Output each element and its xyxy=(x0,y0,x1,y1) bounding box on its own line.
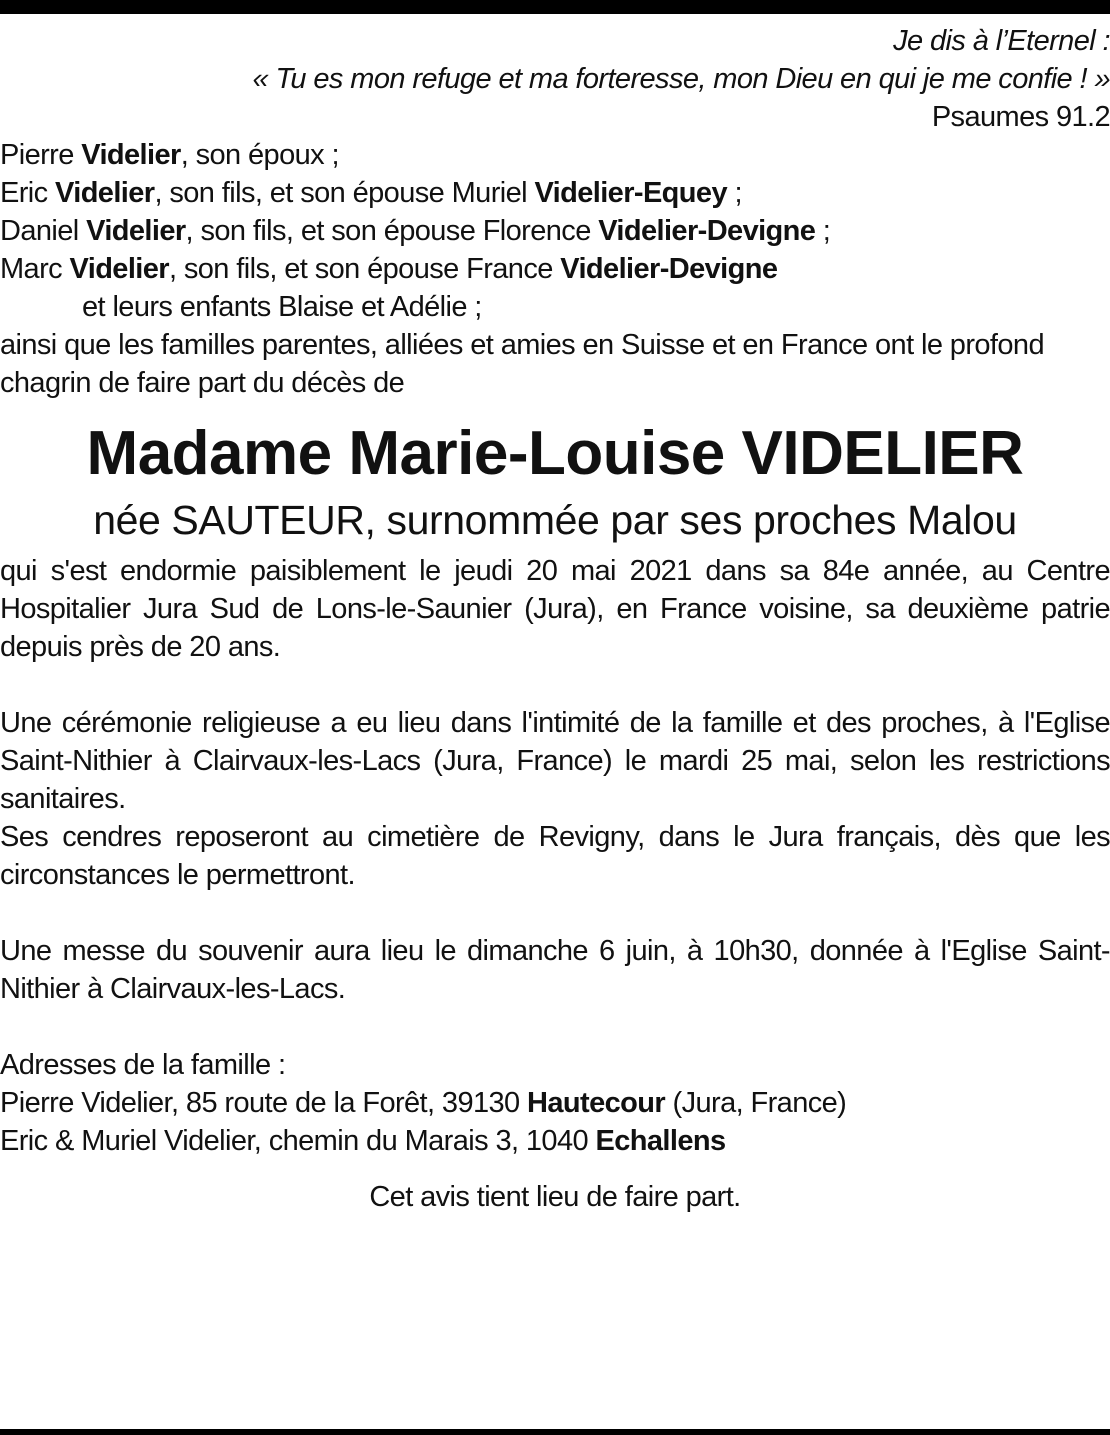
addresses-title: Adresses de la famille : xyxy=(0,1049,286,1081)
family-grandchildren: et leurs enfants Blaise et Adélie ; xyxy=(82,291,482,323)
verse-intro: Je dis à l’Eternel : xyxy=(893,25,1110,57)
verse-quote: « Tu es mon refuge et ma forteresse, mon Dieu en qui je me confie ! » xyxy=(252,63,1110,95)
notice-footer: Cet avis tient lieu de faire part. xyxy=(369,1181,741,1213)
family-announcement: ainsi que les familles parentes, alliées et amies en Suisse et en France ont le profond chagrin de faire part du décès de xyxy=(0,329,1044,399)
verse-reference: Psaumes 91.2 xyxy=(931,101,1110,133)
bible-verse xyxy=(0,22,1110,136)
mass-paragraph: Une messe du souvenir aura lieu le dimanche 6 juin, à 10h30, donnée à l'Eglise Saint-Nithier à Clairvaux-les-Lacs. xyxy=(0,935,1110,1005)
family-list xyxy=(0,136,1110,402)
family-addresses xyxy=(0,1046,1110,1160)
family-line-son-daniel: Daniel Videlier, son fils, et son épouse Florence Videlier-Devigne ; xyxy=(0,215,831,247)
address-pierre: Pierre Videlier, 85 route de la Forêt, 39130 Hautecour (Jura, France) xyxy=(0,1087,847,1119)
deceased-name: Madame Marie-Louise VIDELIER xyxy=(86,419,1024,488)
address-eric-muriel: Eric & Muriel Videlier, chemin du Marais 3, 1040 Echallens xyxy=(0,1125,726,1157)
notice-content xyxy=(0,22,1110,1216)
top-rule xyxy=(0,0,1110,14)
family-line-son-marc: Marc Videlier, son fils, et son épouse France Videlier-Devigne xyxy=(0,253,778,285)
deceased-maiden-name: née SAUTEUR, surnommée par ses proches Malou xyxy=(93,497,1017,543)
ashes-paragraph: Ses cendres reposeront au cimetière de Revigny, dans le Jura français, dès que les circonstances le permettront. xyxy=(0,821,1110,891)
bottom-rule xyxy=(0,1429,1110,1435)
family-line-husband: Pierre Videlier, son époux ; xyxy=(0,139,339,171)
ceremony-paragraph: Une cérémonie religieuse a eu lieu dans l'intimité de la famille et des proches, à l'Eglise Saint-Nithier à Clairvaux-les-Lacs (Jura, France) le mardi 25 mai, selon les restrictions sanitaires. xyxy=(0,707,1110,815)
death-paragraph: qui s'est endormie paisiblement le jeudi 20 mai 2021 dans sa 84e année, au Centre Hospitalier Jura Sud de Lons-le-Saunier (Jura), en France voisine, sa deuxième patrie depuis près de 20 ans. xyxy=(0,555,1110,663)
family-line-son-eric: Eric Videlier, son fils, et son épouse Muriel Videlier-Equey ; xyxy=(0,177,742,209)
